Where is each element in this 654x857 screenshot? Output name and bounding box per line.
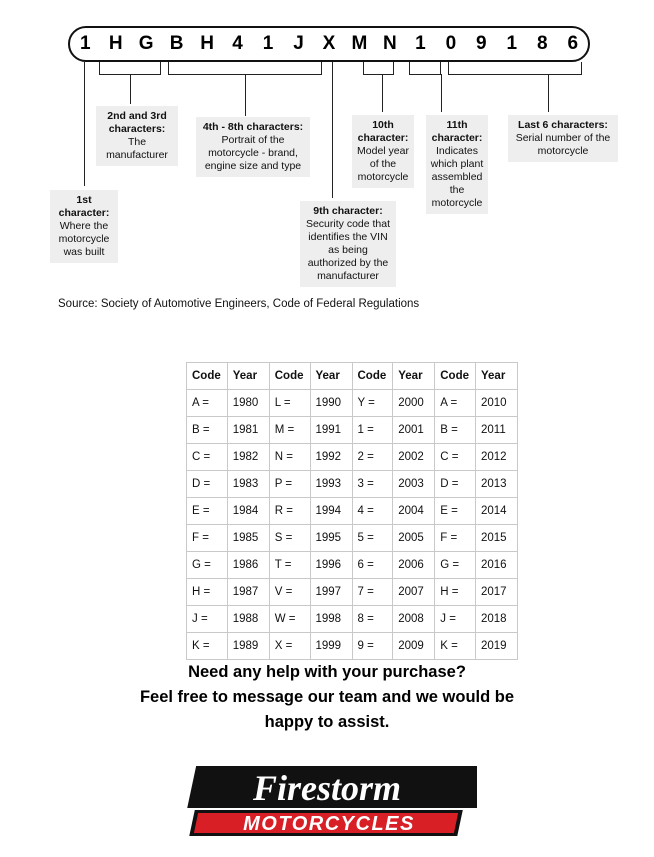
cell-code: K =	[187, 633, 228, 660]
cell-code: 8 =	[352, 606, 393, 633]
vin-char: G	[138, 33, 154, 54]
table-row	[187, 390, 518, 417]
leader-tick	[440, 62, 441, 74]
cell-code: D =	[187, 471, 228, 498]
callout-heading: 2nd and 3rd characters:	[107, 110, 167, 135]
table-row	[187, 525, 518, 552]
vin-char: 8	[536, 33, 548, 54]
callout-heading: 9th character:	[313, 205, 383, 217]
leader-line	[332, 74, 333, 198]
cell-year: 2018	[476, 606, 518, 633]
cell-year: 1998	[310, 606, 352, 633]
cell-year: 1993	[310, 471, 352, 498]
leader-line	[130, 74, 131, 104]
callout-body: Security code that identifies the VIN as being authorized by the manufacturer	[305, 218, 391, 282]
cell-year: 2009	[393, 633, 435, 660]
column-header: Code	[187, 363, 228, 390]
cell-year: 2005	[393, 525, 435, 552]
leader-tick	[448, 62, 449, 74]
cell-code: X =	[269, 633, 310, 660]
cell-code: G =	[435, 552, 476, 579]
column-header: Code	[435, 363, 476, 390]
column-header: Year	[393, 363, 435, 390]
cell-code: 7 =	[352, 579, 393, 606]
cell-code: C =	[187, 444, 228, 471]
cell-code: B =	[435, 417, 476, 444]
callout-tenth-character	[352, 115, 414, 188]
leader-tick	[160, 62, 161, 74]
table-row	[187, 606, 518, 633]
leader-tick	[99, 62, 100, 74]
vin-char: 6	[567, 33, 579, 54]
callout-second-third-characters	[96, 106, 178, 166]
cell-year: 1991	[310, 417, 352, 444]
table-row	[187, 579, 518, 606]
cell-code: E =	[435, 498, 476, 525]
vin-char: X	[322, 33, 336, 54]
help-line-3: happy to assist.	[264, 713, 390, 731]
vin-char: N	[383, 33, 397, 54]
table-header-row	[187, 363, 518, 390]
table-row	[187, 552, 518, 579]
cell-year: 2010	[476, 390, 518, 417]
callout-fourth-eighth-characters	[196, 117, 310, 177]
cell-code: D =	[435, 471, 476, 498]
cell-year: 1982	[227, 444, 269, 471]
vin-char: J	[293, 33, 304, 54]
table-row	[187, 417, 518, 444]
vin-char: H	[108, 33, 123, 54]
cell-code: B =	[187, 417, 228, 444]
cell-code: C =	[435, 444, 476, 471]
cell-code: 1 =	[352, 417, 393, 444]
callout-heading: Last 6 characters:	[518, 119, 608, 131]
cell-code: 9 =	[352, 633, 393, 660]
cell-code: W =	[269, 606, 310, 633]
cell-code: J =	[187, 606, 228, 633]
cell-year: 2017	[476, 579, 518, 606]
cell-year: 2006	[393, 552, 435, 579]
firestorm-motorcycles-logo	[177, 762, 477, 848]
cell-code: S =	[269, 525, 310, 552]
callout-heading: 10th character:	[357, 119, 409, 144]
cell-year: 2015	[476, 525, 518, 552]
cell-year: 1983	[227, 471, 269, 498]
callout-eleventh-character	[426, 115, 488, 214]
bracket-bar	[409, 74, 441, 75]
callout-body: Where the motorcycle was built	[58, 220, 110, 258]
cell-code: 2 =	[352, 444, 393, 471]
vin-char: 1	[79, 33, 91, 54]
cell-code: 4 =	[352, 498, 393, 525]
leader-line	[548, 74, 549, 112]
vin-char: 4	[232, 33, 243, 54]
cell-year: 2000	[393, 390, 435, 417]
callout-body: Portrait of the motorcycle - brand, engine size and type	[204, 134, 302, 172]
cell-year: 1981	[227, 417, 269, 444]
leader-line	[84, 76, 85, 186]
cell-code: K =	[435, 633, 476, 660]
cell-year: 1984	[227, 498, 269, 525]
callout-last-six-characters	[508, 115, 618, 162]
logo-secondary-text: MOTORCYCLES	[243, 813, 415, 835]
cell-code: G =	[187, 552, 228, 579]
cell-code: Y =	[352, 390, 393, 417]
cell-code: P =	[269, 471, 310, 498]
vin-char: M	[351, 33, 368, 54]
vin-char: 0	[445, 33, 457, 54]
vin-char: 1	[506, 33, 518, 54]
cell-code: V =	[269, 579, 310, 606]
cell-year: 1989	[227, 633, 269, 660]
cell-code: 6 =	[352, 552, 393, 579]
vin-char: H	[200, 33, 214, 54]
cell-year: 1997	[310, 579, 352, 606]
bracket-bar	[363, 74, 394, 75]
leader-tick	[581, 62, 582, 74]
column-header: Code	[352, 363, 393, 390]
cell-year: 1980	[227, 390, 269, 417]
leader-tick	[321, 62, 322, 74]
cell-code: 5 =	[352, 525, 393, 552]
vin-char: B	[169, 33, 184, 54]
cell-code: F =	[435, 525, 476, 552]
cell-year: 1992	[310, 444, 352, 471]
leader-line	[441, 74, 442, 112]
cell-year: 1987	[227, 579, 269, 606]
cell-code: R =	[269, 498, 310, 525]
cell-year: 2001	[393, 417, 435, 444]
cell-year: 2014	[476, 498, 518, 525]
cell-year: 1990	[310, 390, 352, 417]
leader-tick	[332, 62, 333, 74]
leader-tick	[409, 62, 410, 74]
column-header: Year	[476, 363, 518, 390]
cell-year: 2008	[393, 606, 435, 633]
leader-tick	[363, 62, 364, 74]
cell-year: 2019	[476, 633, 518, 660]
logo-primary-text: Firestorm	[252, 768, 402, 808]
cell-year: 1999	[310, 633, 352, 660]
leader-tick	[168, 62, 169, 74]
leader-line	[382, 74, 383, 112]
cell-code: J =	[435, 606, 476, 633]
callout-ninth-character	[300, 201, 396, 287]
callout-heading: 1st character:	[58, 194, 110, 219]
cell-code: H =	[435, 579, 476, 606]
cell-year: 2004	[393, 498, 435, 525]
callout-heading: 11th character:	[431, 119, 483, 144]
vin-number-bar	[68, 26, 590, 62]
cell-year: 2011	[476, 417, 518, 444]
vin-diagram	[0, 0, 654, 300]
cell-code: A =	[187, 390, 228, 417]
help-line-1: Need any help with your purchase?	[188, 663, 466, 681]
cell-year: 1995	[310, 525, 352, 552]
table-row	[187, 633, 518, 660]
callout-heading: 4th - 8th characters:	[202, 121, 304, 133]
table-row	[187, 444, 518, 471]
table-row	[187, 498, 518, 525]
leader-tick	[84, 62, 85, 76]
column-header: Year	[310, 363, 352, 390]
leader-tick	[393, 62, 394, 74]
vin-char: 9	[476, 33, 487, 54]
cell-year: 2012	[476, 444, 518, 471]
cell-year: 2007	[393, 579, 435, 606]
cell-code: N =	[269, 444, 310, 471]
cell-year: 2016	[476, 552, 518, 579]
cell-year: 1996	[310, 552, 352, 579]
leader-line	[245, 74, 246, 116]
column-header: Code	[269, 363, 310, 390]
model-year-code-table	[186, 362, 518, 660]
cell-code: T =	[269, 552, 310, 579]
callout-body: Indicates which plant assembled the motorcycle	[430, 145, 484, 209]
cell-code: 3 =	[352, 471, 393, 498]
vin-char: 1	[262, 33, 274, 54]
table-row	[187, 471, 518, 498]
bracket-bar	[448, 74, 582, 75]
cell-code: M =	[269, 417, 310, 444]
cell-code: F =	[187, 525, 228, 552]
cell-year: 1986	[227, 552, 269, 579]
cell-year: 2002	[393, 444, 435, 471]
cell-year: 1985	[227, 525, 269, 552]
help-line-2: Feel free to message our team and we would be	[139, 688, 515, 706]
vin-char: 1	[415, 33, 426, 54]
cell-code: L =	[269, 390, 310, 417]
cell-year: 1994	[310, 498, 352, 525]
callout-body: Model year of the motorcycle	[357, 145, 409, 183]
help-message	[0, 660, 654, 735]
cell-code: H =	[187, 579, 228, 606]
cell-code: E =	[187, 498, 228, 525]
column-header: Year	[227, 363, 269, 390]
cell-year: 2003	[393, 471, 435, 498]
cell-year: 2013	[476, 471, 518, 498]
source-note: Source: Society of Automotive Engineers, Code of Federal Regulations	[58, 298, 420, 310]
callout-body: Serial number of the motorcycle	[515, 132, 611, 157]
callout-body: The manufacturer	[106, 136, 168, 161]
cell-year: 1988	[227, 606, 269, 633]
callout-first-character	[50, 190, 118, 263]
cell-code: A =	[435, 390, 476, 417]
